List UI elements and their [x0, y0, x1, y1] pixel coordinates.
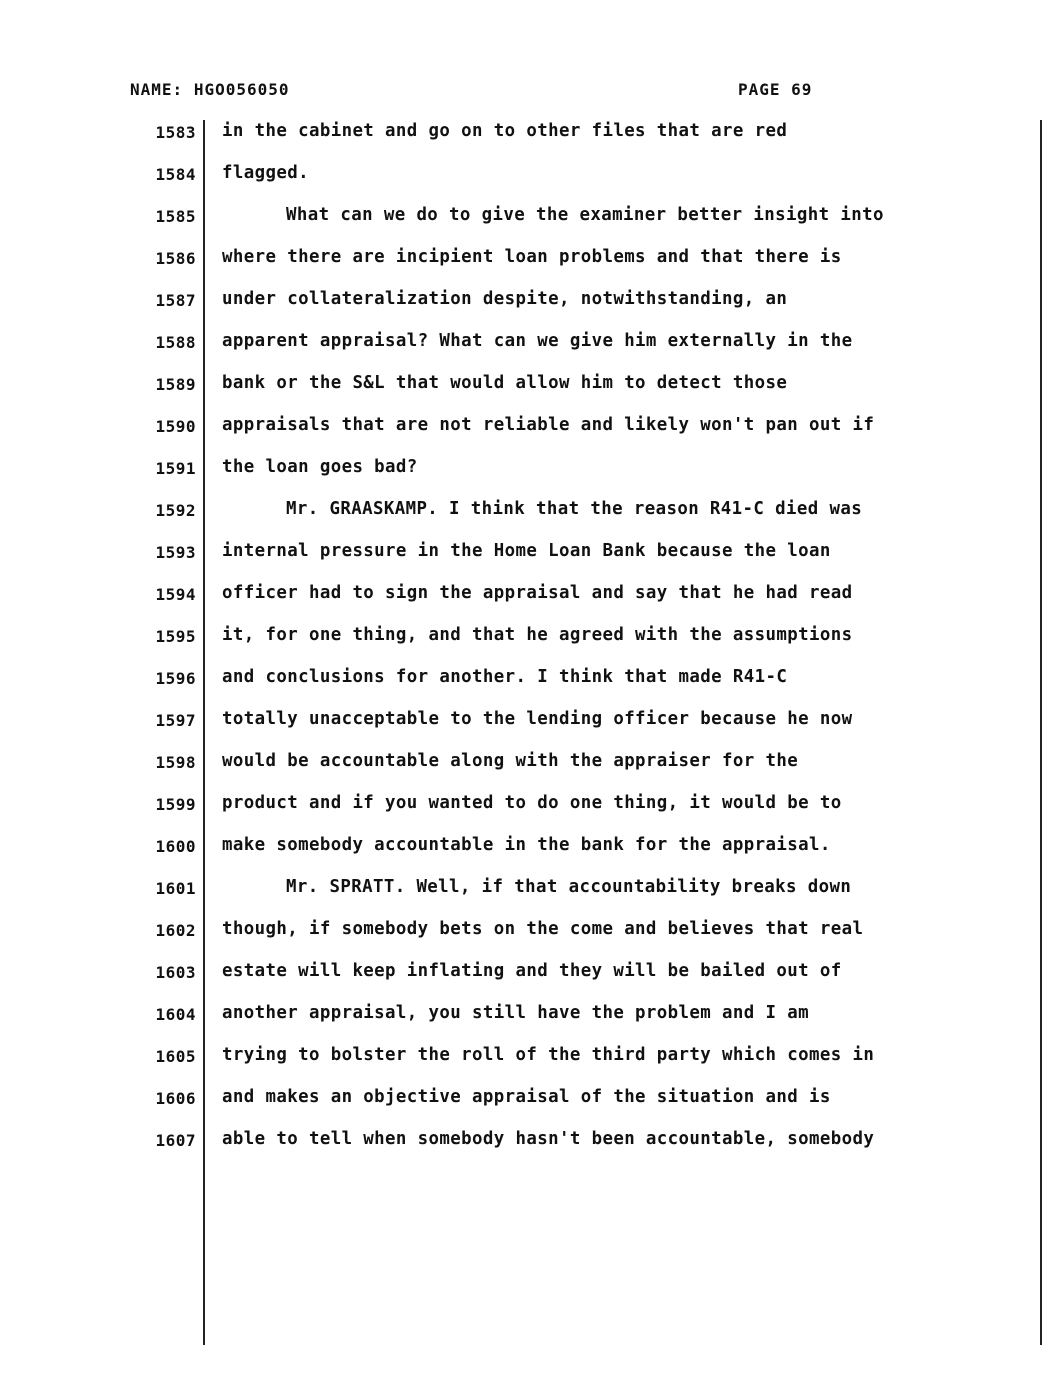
- transcript-line: [0, 245, 1064, 287]
- transcript-line: [0, 161, 1064, 203]
- line-text: totally unacceptable to the lending officer because he now: [222, 709, 853, 729]
- transcript-line: [0, 791, 1064, 833]
- line-text: where there are incipient loan problems and that there is: [222, 247, 842, 267]
- line-number: 1586: [155, 249, 196, 268]
- name-value: HGO056050: [193, 80, 290, 99]
- line-number: 1584: [155, 165, 196, 184]
- page-number: 69: [791, 80, 813, 99]
- line-number: 1590: [155, 417, 196, 436]
- transcript-line: [0, 413, 1064, 455]
- line-text: though, if somebody bets on the come and believes that real: [222, 919, 864, 939]
- line-text: Mr. SPRATT. Well, if that accountability breaks down: [286, 877, 852, 897]
- transcript-line: [0, 329, 1064, 371]
- transcript-line: [0, 623, 1064, 665]
- line-text: flagged.: [222, 163, 309, 183]
- transcript-line: [0, 581, 1064, 623]
- line-number: 1593: [155, 543, 196, 562]
- transcript-line: [0, 497, 1064, 539]
- line-number: 1598: [155, 753, 196, 772]
- transcript-line: [0, 539, 1064, 581]
- transcript-line: [0, 875, 1064, 917]
- line-number: 1601: [155, 879, 196, 898]
- transcript-line: [0, 959, 1064, 1001]
- line-number: 1607: [155, 1131, 196, 1150]
- line-text: estate will keep inflating and they will be bailed out of: [222, 961, 842, 981]
- line-text: and conclusions for another. I think that made R41-C: [222, 667, 788, 687]
- line-text: internal pressure in the Home Loan Bank because the loan: [222, 541, 831, 561]
- transcript-line: [0, 707, 1064, 749]
- transcript-line: [0, 917, 1064, 959]
- line-number: 1599: [155, 795, 196, 814]
- line-number: 1594: [155, 585, 196, 604]
- line-number: 1604: [155, 1005, 196, 1024]
- transcript-line: [0, 665, 1064, 707]
- line-text: the loan goes bad?: [222, 457, 418, 477]
- line-number: 1583: [155, 123, 196, 142]
- transcript-line: [0, 371, 1064, 413]
- transcript-line: [0, 1127, 1064, 1169]
- line-text: make somebody accountable in the bank for the appraisal.: [222, 835, 831, 855]
- transcript-line: [0, 1001, 1064, 1043]
- transcript-line: [0, 119, 1064, 161]
- transcript-body: [0, 119, 1064, 1169]
- line-text: bank or the S&L that would allow him to detect those: [222, 373, 788, 393]
- line-text: Mr. GRAASKAMP. I think that the reason R41-C died was: [286, 499, 863, 519]
- transcript-line: [0, 1085, 1064, 1127]
- line-number: 1587: [155, 291, 196, 310]
- transcript-line: [0, 203, 1064, 245]
- document-name: [130, 80, 290, 99]
- line-number: 1602: [155, 921, 196, 940]
- name-label: NAME:: [130, 80, 184, 99]
- line-text: apparent appraisal? What can we give him externally in the: [222, 331, 853, 351]
- line-text: would be accountable along with the appraiser for the: [222, 751, 799, 771]
- line-number: 1597: [155, 711, 196, 730]
- line-number: 1603: [155, 963, 196, 982]
- transcript-line: [0, 833, 1064, 875]
- line-text: trying to bolster the roll of the third party which comes in: [222, 1045, 875, 1065]
- line-text: product and if you wanted to do one thing, it would be to: [222, 793, 842, 813]
- line-number: 1605: [155, 1047, 196, 1066]
- transcript-line: [0, 1043, 1064, 1085]
- line-number: 1596: [155, 669, 196, 688]
- line-text: appraisals that are not reliable and likely won't pan out if: [222, 415, 875, 435]
- line-text: officer had to sign the appraisal and say that he had read: [222, 583, 853, 603]
- transcript-line: [0, 749, 1064, 791]
- line-text: able to tell when somebody hasn't been accountable, somebody: [222, 1129, 875, 1149]
- line-number: 1588: [155, 333, 196, 352]
- line-text: in the cabinet and go on to other files that are red: [222, 121, 788, 141]
- line-number: 1585: [155, 207, 196, 226]
- line-text: What can we do to give the examiner better insight into: [286, 205, 884, 225]
- line-text: another appraisal, you still have the problem and I am: [222, 1003, 809, 1023]
- line-number: 1595: [155, 627, 196, 646]
- page-label: PAGE: [738, 80, 781, 99]
- page-indicator: [738, 80, 812, 99]
- line-number: 1600: [155, 837, 196, 856]
- line-number: 1592: [155, 501, 196, 520]
- line-text: under collateralization despite, notwithstanding, an: [222, 289, 788, 309]
- line-number: 1589: [155, 375, 196, 394]
- line-text: and makes an objective appraisal of the situation and is: [222, 1087, 831, 1107]
- line-text: it, for one thing, and that he agreed with the assumptions: [222, 625, 853, 645]
- line-number: 1606: [155, 1089, 196, 1108]
- line-number: 1591: [155, 459, 196, 478]
- transcript-line: [0, 455, 1064, 497]
- transcript-line: [0, 287, 1064, 329]
